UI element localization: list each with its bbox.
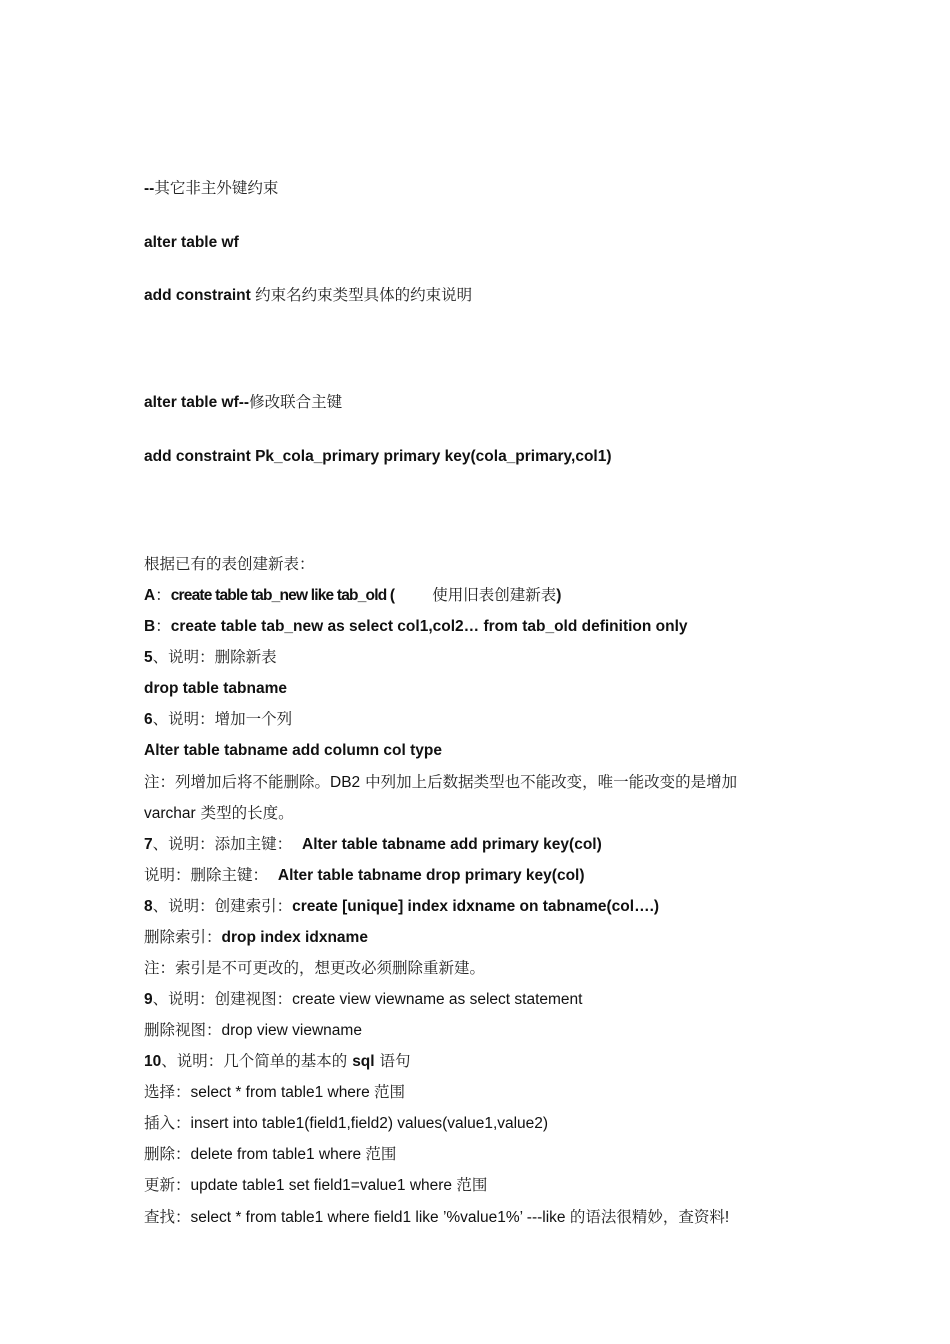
item-7-add-primary-key: 7、说明：添加主键： Alter table tabname add primary key(col) <box>144 835 602 853</box>
item-6-heading: 6、说明：增加一个列 <box>144 710 293 728</box>
item-9-create-view: 9、说明：创建视图：create view viewname as select statement <box>144 990 583 1008</box>
note-add-column: 注：列增加后将不能删除。DB2 中列加上后数据类型也不能改变，唯一能改变的是增加 <box>144 773 738 791</box>
item-drop-primary-key: 说明：删除主键： Alter table tabname drop primary key(col) <box>144 866 585 884</box>
sql-select-example: 选择：select * from table1 where 范围 <box>144 1083 406 1101</box>
item-drop-view: 删除视图：drop view viewname <box>144 1021 362 1039</box>
item-5-heading: 5、说明：删除新表 <box>144 648 277 666</box>
sql-drop-table: drop table tabname <box>144 680 287 697</box>
sql-add-constraint-pk: add constraint Pk_cola_primary primary key(cola_primary,col1) <box>144 448 612 465</box>
item-b-create-as-select: B：create table tab_new as select col1,col2… from tab_old definition only <box>144 617 688 635</box>
item-10-heading: 10、说明：几个简单的基本的 sql 语句 <box>144 1052 411 1070</box>
sql-find-like-example: 查找：select * from table1 where field1 like ’%value1%’ ---like 的语法很精妙，查资料! <box>144 1208 730 1226</box>
sql-delete-example: 删除：delete from table1 where 范围 <box>144 1145 397 1163</box>
item-8-create-index: 8、说明：创建索引：create [unique] index idxname on tabname(col….) <box>144 897 660 915</box>
comment-other-constraints: --其它非主外键约束 <box>144 179 279 197</box>
sql-insert-example: 插入：insert into table1(field1,field2) values(value1,value2) <box>144 1114 549 1132</box>
sql-alter-table-wf-modify-pk: alter table wf--修改联合主键 <box>144 393 343 411</box>
sql-add-column: Alter table tabname add column col type <box>144 742 443 759</box>
sql-add-constraint: add constraint 约束名约束类型具体的约束说明 <box>144 286 473 304</box>
item-a-create-like: A：create table tab_new like tab_old ( 使用旧表创建新表) <box>144 586 562 604</box>
note-varchar-length: varchar 类型的长度。 <box>144 804 294 822</box>
note-index-immutable: 注：索引是不可更改的，想更改必须删除重新建。 <box>144 959 486 977</box>
heading-create-from-existing: 根据已有的表创建新表： <box>144 555 315 573</box>
sql-alter-table-wf: alter table wf <box>144 234 239 251</box>
item-drop-index: 删除索引：drop index idxname <box>144 928 368 946</box>
sql-update-example: 更新：update table1 set field1=value1 where 范围 <box>144 1176 488 1194</box>
